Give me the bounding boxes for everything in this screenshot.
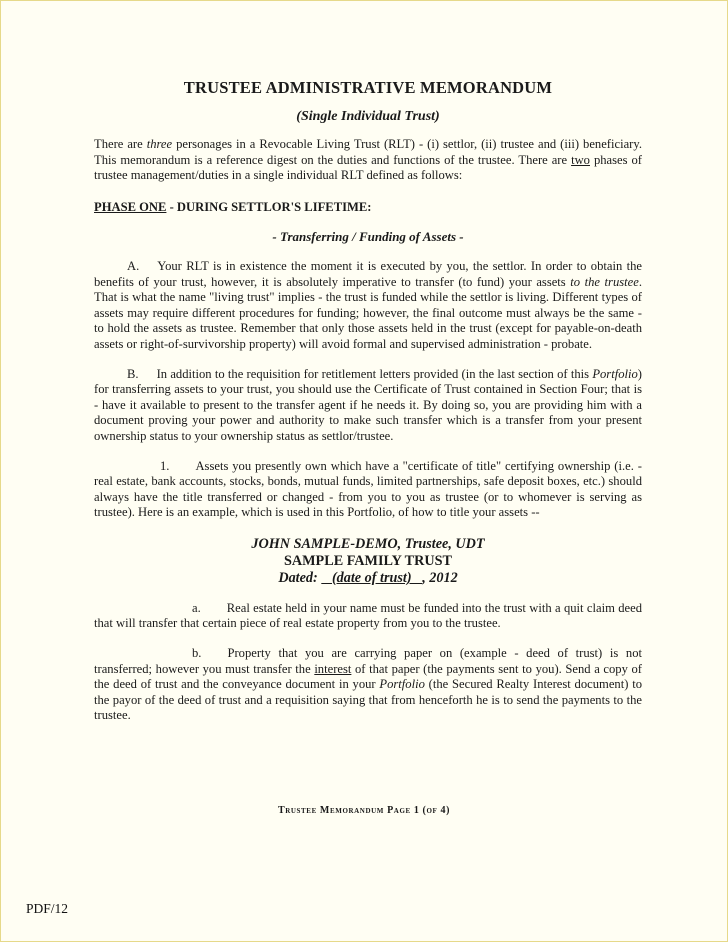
memorandum-body [94, 78, 642, 724]
item-a-text: Real estate held in your name must be funded into the trust with a quit claim deed that will transfer that certain piece of real estate property from you to the trustee. [94, 600, 642, 631]
intro-text-1: There are [94, 137, 147, 151]
item-a [94, 601, 642, 632]
example-line-2: SAMPLE FAMILY TRUST [284, 552, 452, 569]
paragraph-b-italic: Portfolio [592, 366, 638, 381]
phase-one-heading [94, 200, 642, 216]
item-b-text-3: (the Secured Realty Interest document) to the payor of the deed of trust and a requisition saying that from henceforth he is to send the payments to the trustee. [94, 677, 642, 723]
example-dated-label: Dated: [278, 569, 322, 586]
paragraph-a-text-2: . That is what the name "living trust" implies - the trust is funded while the settlor is living. Different types of assets may require different procedures for funding; however, the final outcome must always be the same - to hold the assets as trustee. Remember that only those assets held in the trust (except for payable-on-death assets or right-of-survivorship property) will avoid formal and supervised administration - probate. [94, 274, 642, 351]
item-b-interest: interest [314, 661, 352, 676]
intro-text-3: phases of trustee management/duties in a single individual RLT defined as follows: [94, 152, 642, 183]
item-b-text-1: Property that you are carrying paper on (example - deed of trust) is not transferred; however you must transfer the [94, 646, 642, 676]
intro-three: three [146, 137, 173, 151]
paragraph-a [94, 259, 642, 353]
example-dated-year: , 2012 [422, 569, 458, 586]
paragraph-a-label: A. [127, 258, 140, 273]
paragraph-b-text-1: In addition to the requisition for retitlement letters provided (in the last section of this [156, 366, 593, 381]
item-1 [94, 459, 642, 521]
item-a-label: a. [192, 600, 201, 615]
phase-one-rest: - DURING SETTLOR'S LIFETIME: [166, 199, 372, 214]
paragraph-a-italic: to the trustee [570, 274, 639, 289]
page-tag: PDF/12 [26, 901, 69, 916]
paragraph-b [94, 367, 642, 445]
paragraph-b-text-2: ) for transferring assets to your trust, you should use the Certificate of Trust contained in Section Four; that is - have it available to present to the transfer agent if he needs it. By doing so, you are providing him with a document proving your power and authority to make such transfer which is a transfer from your present ownership status to your ownership status as settlor/trustee. [94, 366, 642, 443]
document-subtitle: (Single Individual Trust) [296, 109, 440, 124]
intro-two: two [571, 152, 590, 167]
item-1-text: Assets you presently own which have a "certificate of title" certifying ownership (i.e. - real estate, bank accounts, stocks, bonds, mutual funds, limited partnerships, safe deposit boxes, etc.) should always have the title transferred or changed - from you to you as trustee (or to whomever is serving as trustee). Here is an example, which is used in this Portfolio, of how to title your assets -- [94, 458, 642, 520]
title-example [94, 536, 642, 587]
paragraph-a-text-1: Your RLT is in existence the moment it is executed by you, the settlor. In order to obtain the benefits of your trust, however, it is absolutely imperative to transfer (to fund) your assets [94, 258, 642, 289]
paragraph-b-label: B. [127, 366, 139, 381]
item-b [94, 646, 642, 724]
page-footer: Trustee Memorandum Page 1 (of 4) [277, 805, 451, 816]
example-dated-blank: (date of trust) [321, 569, 423, 586]
item-b-italic: Portfolio [379, 677, 425, 692]
example-line-1: JOHN SAMPLE-DEMO, Trustee, UDT [251, 535, 485, 552]
intro-text-2: personages in a Revocable Living Trust (RLT) - (i) settlor, (ii) trustee and (iii) beneficiary. This memorandum is a reference digest on the duties and functions of the trustee. There are [94, 137, 642, 167]
phase-one-label: PHASE ONE [94, 199, 167, 214]
section-heading: - Transferring / Funding of Assets - [272, 229, 464, 245]
item-b-text-2: of that paper (the payments sent to you). Send a copy of the deed of trust and the conveyance document in your [94, 661, 642, 692]
document-title: TRUSTEE ADMINISTRATIVE MEMORANDUM [183, 78, 553, 97]
intro-paragraph [94, 137, 642, 184]
example-dated-line [94, 570, 642, 587]
item-1-label: 1. [160, 458, 170, 473]
item-b-label: b. [192, 646, 202, 661]
